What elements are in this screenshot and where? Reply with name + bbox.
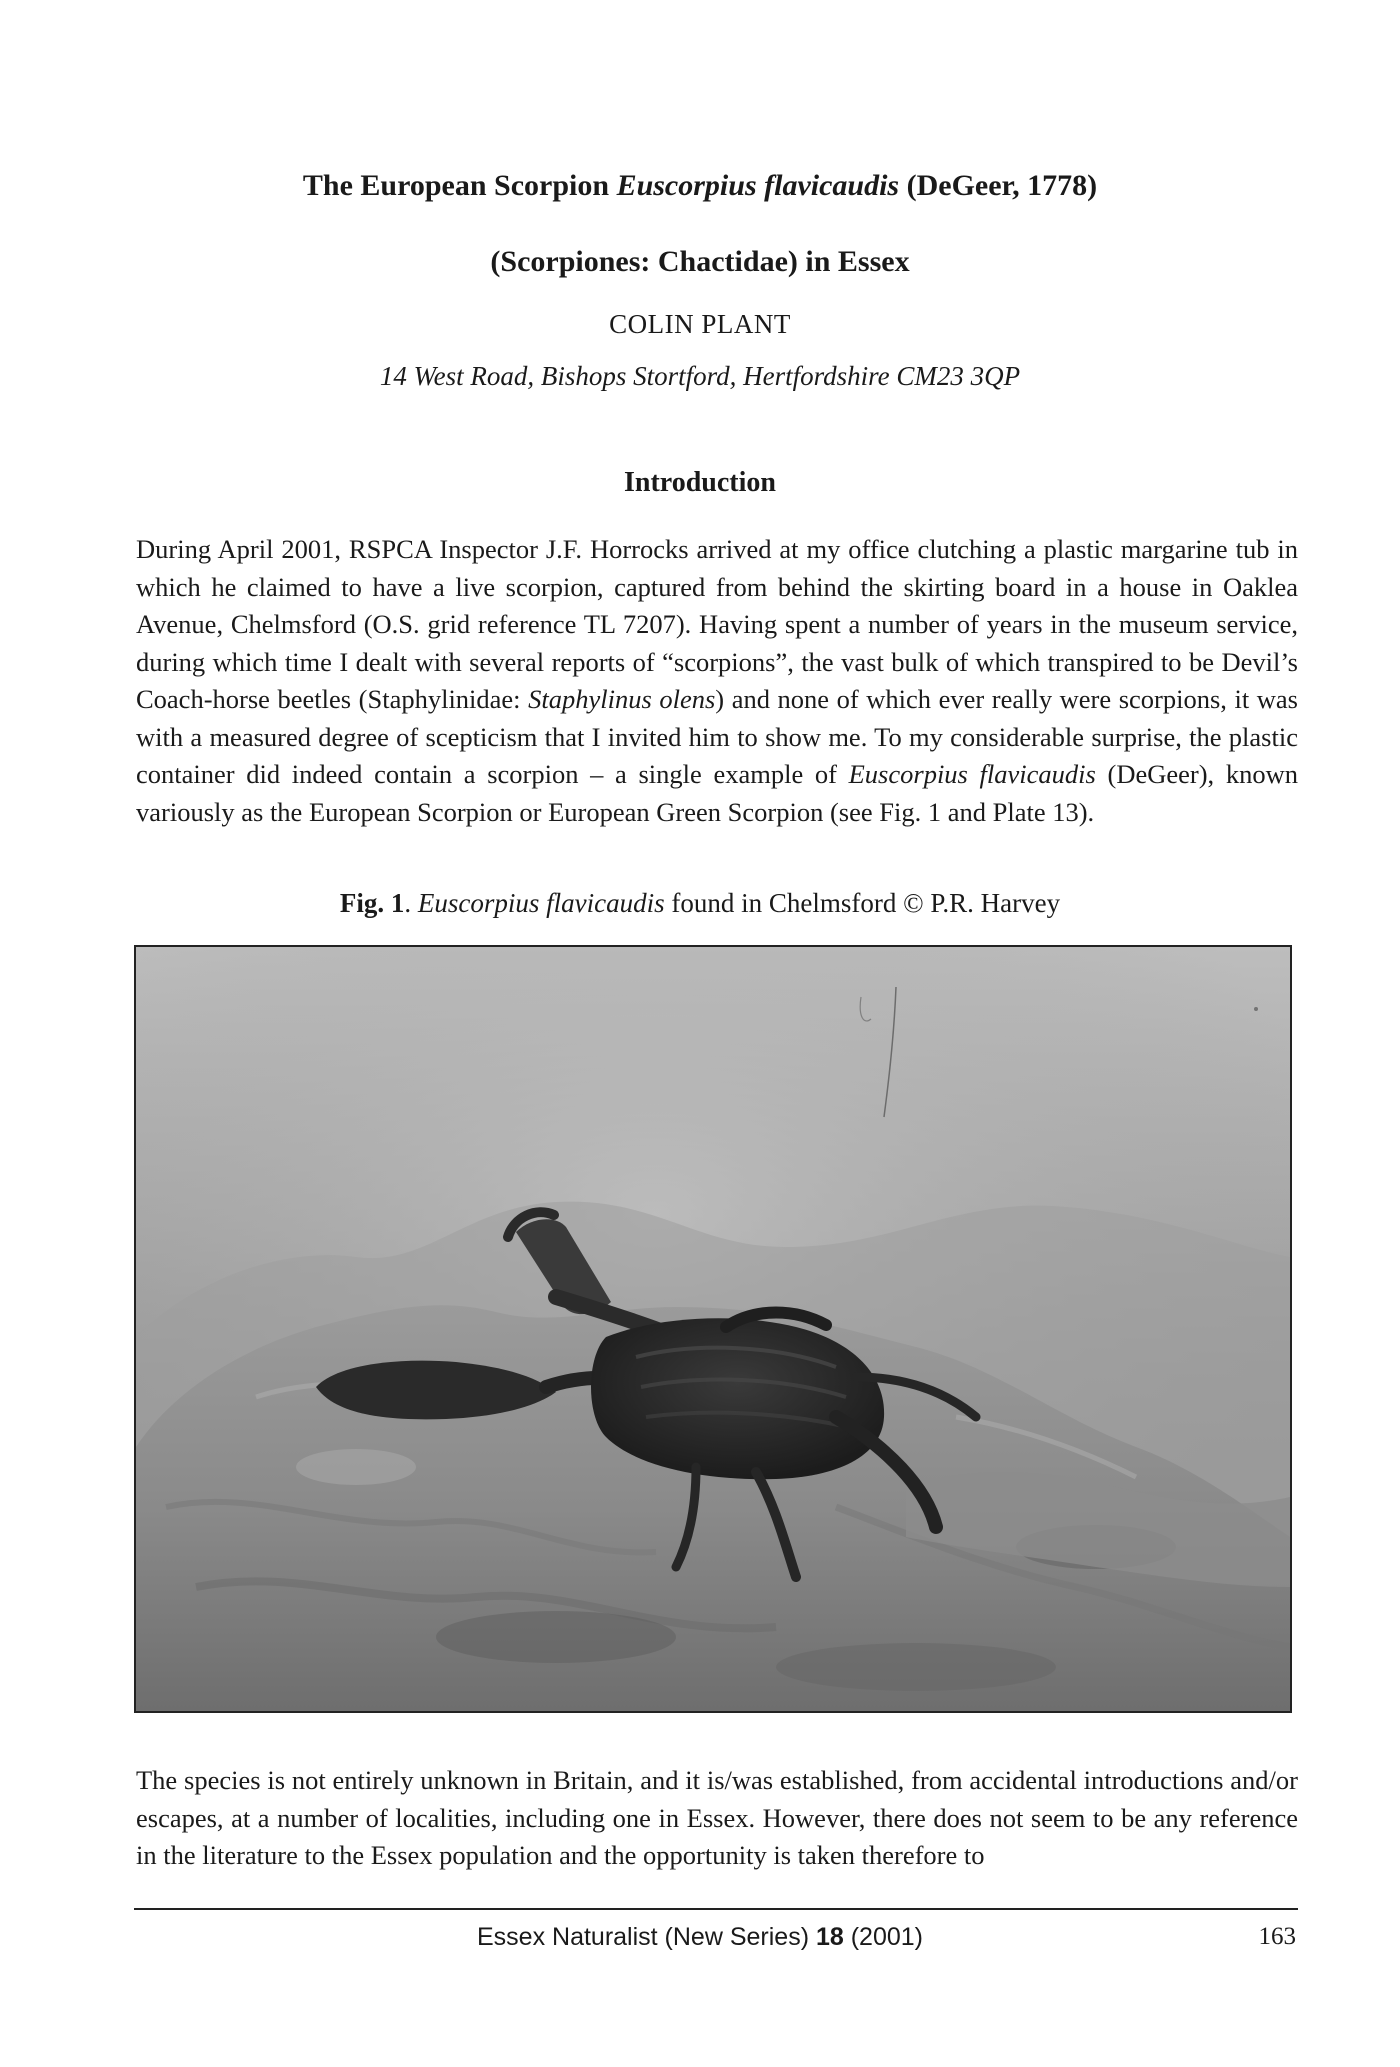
title-authority: (DeGeer, 1778) bbox=[899, 169, 1098, 202]
continuation-paragraph: The species is not entirely unknown in Britain, and it is/was established, from accidental introductions and/or escapes, at a number of localities, including one in Essex. However, there does not seem to be any reference in the literature to the Essex population and the opportunity is taken therefore to bbox=[136, 1765, 1298, 1870]
species-name: Staphylinus olens bbox=[528, 684, 716, 714]
page-number: 163 bbox=[1258, 1923, 1296, 1950]
title-species-name: Euscorpius flavicaudis bbox=[616, 169, 900, 202]
caption-separator: . bbox=[404, 888, 418, 918]
journal-volume: 18 bbox=[815, 1923, 844, 1951]
introduction-paragraph bbox=[136, 531, 1298, 831]
article-title-line-1 bbox=[0, 168, 1400, 204]
footer-journal-citation bbox=[0, 1921, 1400, 1953]
figure-caption bbox=[0, 886, 1400, 920]
paragraph-text: (DeGeer), known variously as the European Scorpion or European Green Scorpion (see Fig. 1 and Plate 13). bbox=[136, 759, 1298, 827]
article-title-line-2: (Scorpiones: Chactidae) in Essex bbox=[490, 245, 910, 278]
author-address: 14 West Road, Bishops Stortford, Hertfordshire CM23 3QP bbox=[379, 361, 1021, 391]
scorpion-photograph bbox=[134, 945, 1292, 1713]
figure-label: Fig. 1 bbox=[339, 888, 405, 918]
journal-name: Essex Naturalist (New Series) bbox=[476, 1923, 816, 1951]
title-text: The European Scorpion bbox=[302, 169, 617, 202]
paragraph-text: During April 2001, RSPCA Inspector J.F. Horrocks arrived at my office clutching a plastic margarine tub in which he claimed to have a live scorpion, captured from behind the skirting board in a house in Oaklea Avenue, Chelmsford (O.S. grid reference TL 7207). Having spent a number of years in the museum service, during which time I dealt with several reports of “scorpions”, the vast bulk of which transpired to be Devil’s Coach-horse beetles (Staphylinidae: bbox=[136, 534, 1298, 714]
journal-year: (2001) bbox=[843, 1923, 923, 1951]
author-name: COLIN PLANT bbox=[609, 309, 791, 339]
caption-species-name: Euscorpius flavicaudis bbox=[417, 888, 665, 918]
footer-rule bbox=[134, 1908, 1298, 1910]
section-heading-introduction: Introduction bbox=[624, 467, 776, 498]
paragraph-text: ) and none of which ever really were scorpions, it was with a measured degree of scepticism that I invited him to show me. To my considerable surprise, the plastic container did indeed contain a scorpion – a single example of bbox=[136, 684, 1298, 789]
species-name: Euscorpius flavicaudis bbox=[848, 759, 1096, 789]
caption-credit: found in Chelmsford © P.R. Harvey bbox=[664, 888, 1061, 918]
